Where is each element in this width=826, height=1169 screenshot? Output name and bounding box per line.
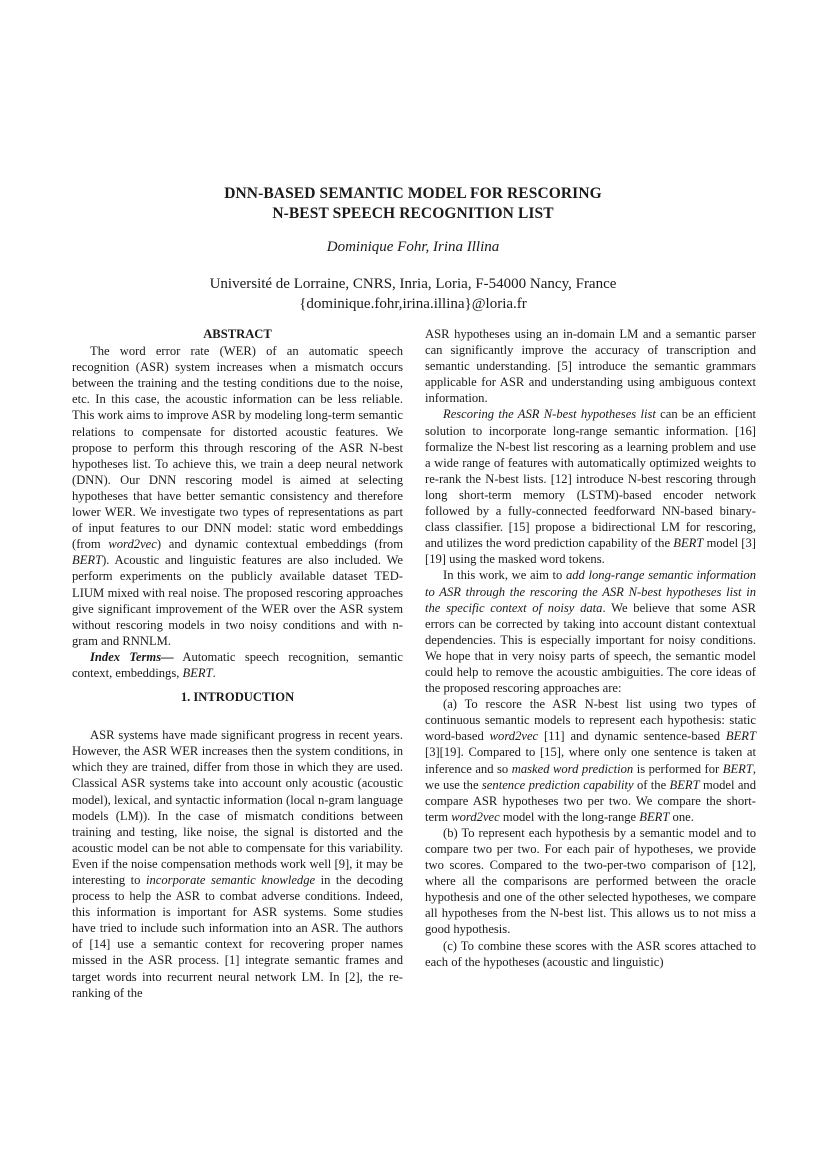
right-paragraph-1: ASR hypotheses using an in-domain LM and a semantic parser can significantly improve the accuracy of transcription and semantic understanding. [5] introduce the semantic grammars applicable for ASR and understanding using ambiguous context information.	[425, 327, 756, 406]
abstract-paragraph: The word error rate (WER) of an automatic speech recognition (ASR) system increases when a mismatch occurs between the training and the testing conditions due to the noise, etc. In this case, the acoustic information can be less reliable. This work aims to improve ASR by modeling long-term semantic relations to compensate for distorted acoustic features. We propose to perform this through rescoring of the ASR N-best hypotheses list. To achieve this, we train a deep neural network (DNN). Our DNN rescoring model is aimed at selecting hypotheses that have better semantic consistency and therefore lower WER. We investigate two types of representations as part of input features to our DNN model: static word embeddings (from word2vec) and dynamic contextual embeddings (from BERT). Acoustic and linguistic features are also included. We perform experiments on the publicly available dataset TED-LIUM mixed with real noise. The proposed rescoring approaches give significant improvement of the WER over the ASR system without rescoring models in two noisy conditions and with n-gram and RNNLM.	[72, 344, 403, 648]
affiliation: Université de Lorraine, CNRS, Inria, Loria, F-54000 Nancy, France	[209, 276, 617, 292]
introduction-heading: 1. INTRODUCTION	[180, 690, 295, 705]
intro-paragraph: ASR systems have made significant progress in recent years. However, the ASR WER increases then the system conditions, in which they are trained, differ from those in which they are used. Classical ASR systems take into account only acoustic (acoustic model), lexical, and syntactic information (local n-gram language models (LM)). In the case of mismatch conditions between training and testing, like noise, the signal is distorted and the acoustic model can be not able to compensate for this variability. Even if the noise compensation methods work well [9], it may be interesting to incorporate semantic knowledge in the decoding process to help the ASR to combat adverse conditions. Indeed, this information is important for ASR systems. Some studies have tried to include such information into an ASR. The authors of [14] use a semantic context for recovering proper names missed in the ASR process. [1] integrate semantic frames and target words into recurrent neural network LM. In [2], the re-ranking of the	[72, 728, 403, 1000]
affiliation-block	[0, 274, 826, 314]
right-paragraph-3: In this work, we aim to add long-range semantic information to ASR through the rescoring the ASR N-best hypotheses list in the specific context of noisy data. We believe that some ASR errors can be corrected by taking into account distant contextual dependencies. This is especially important for noisy conditions. We hope that in very noisy parts of speech, the semantic model could help to remove the acoustic ambiguities. The core ideas of the proposed rescoring approaches are:	[425, 568, 756, 696]
authors: Dominique Fohr, Irina Illina	[326, 239, 500, 255]
abstract-heading: ABSTRACT	[203, 327, 272, 341]
index-terms-label: Index Terms—	[90, 649, 174, 664]
paper-title	[0, 184, 826, 224]
right-column	[425, 326, 756, 970]
title-line-1: DNN-BASED SEMANTIC MODEL FOR RESCORING	[224, 185, 602, 202]
title-line-2: N-BEST SPEECH RECOGNITION LIST	[272, 205, 554, 222]
left-column	[72, 326, 403, 1001]
email: {dominique.fohr,irina.illina}@loria.fr	[299, 296, 527, 312]
right-paragraph-5: (b) To represent each hypothesis by a semantic model and to compare two per two. For each pair of hypotheses, we provide two scores. Compared to the two-per-two comparison of [12], where all the comparisons are performed between the oracle hypothesis and one of the other selected hypotheses, we compare all hypotheses from the N-best list. This allows us to not miss a good hypothesis.	[425, 825, 756, 937]
right-paragraph-2: Rescoring the ASR N-best hypotheses list can be an efficient solution to incorporate long-range semantic information. [16] formalize the N-best list rescoring as a learning problem and use a wide range of features with automatically optimized weights to re-rank the N-best lists. [12] introduce N-best rescoring through long short-term memory (LSTM)-based encoder network followed by a fully-connected feedforward NN-based binary-class classifier. [15] propose a bidirectional LM for rescoring, and utilizes the word prediction capability of the BERT model [3][19] using the masked word tokens.	[425, 407, 756, 567]
right-paragraph-4: (a) To rescore the ASR N-best list using two types of continuous semantic models to represent each hypothesis: static word-based word2vec [11] and dynamic sentence-based BERT [3][19]. Compared to [15], where only one sentence is taken at inference and so masked word prediction is performed for BERT, we use the sentence prediction capability of the BERT model and compare ASR hypotheses two per two. We compare the short-term word2vec model with the long-range BERT one.	[425, 697, 756, 824]
right-paragraph-6: (c) To combine these scores with the ASR scores attached to each of the hypotheses (acoustic and linguistic)	[425, 938, 756, 969]
index-terms: Index Terms— Automatic speech recognition, semantic context, embeddings, BERT.	[72, 649, 403, 680]
